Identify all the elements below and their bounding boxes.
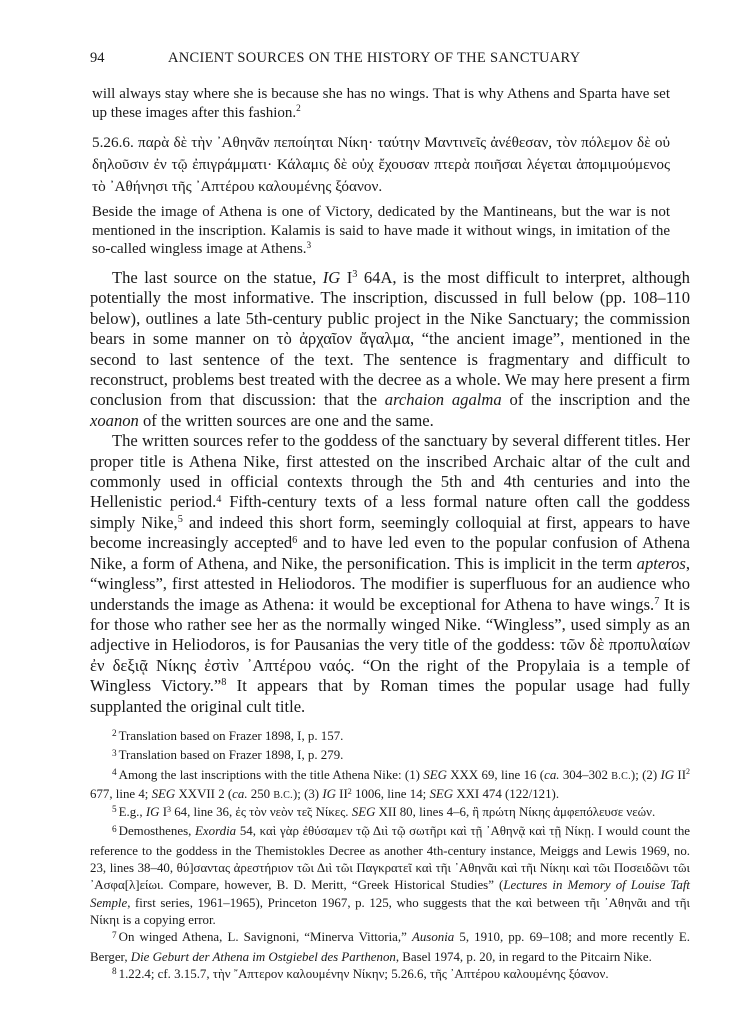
footnote [90, 767, 690, 805]
footnote-ref-5: 5 [177, 514, 183, 526]
footnote-ref-2: 2 [296, 104, 301, 115]
footnote-text: Translation based on Frazer 1898, I, p. 279. [118, 748, 344, 763]
text-run: It is for those who rather see her as the normally winged Nike. “Wingless”, used simply as an adjective in Heliodoros, is for Pausanias the very title of the goddess: τῶν δὲ προπυλαίων ἐν δεξιᾷ Νίκης ἐστὶν ᾿Απτέρου ναός. “On the right of the Propylaia is a temple of Wingless Victory.” [90, 594, 690, 696]
footnote-number: 7 [112, 930, 117, 941]
text-run: 304–302 [559, 767, 612, 782]
text-run: XII 80, lines 4–6, ἣ πρώτη Νίκης ἀμφεπόλευσε νεών. [375, 805, 656, 820]
footnotes [90, 728, 690, 985]
text-run: 250 [247, 786, 274, 801]
footnote [90, 804, 690, 823]
text-italic: Exordia [195, 824, 237, 839]
text-run: and to have led even to the popular confusion of Athena Nike, a form of Athena, and Nike, the personification. This is implicit in the term [90, 533, 690, 573]
text-run: 677, line 4; [90, 786, 152, 801]
text-italic: archaion agalma [384, 390, 502, 410]
text-run: II [674, 767, 687, 782]
text-run: of the inscription and the [501, 390, 690, 410]
footnote [90, 747, 690, 766]
footnote [90, 966, 690, 985]
greek-passage: 5.26.6. παρὰ δὲ τὴν ᾿Αθηνᾶν πεποίηται Νίκη· ταύτην Μαντινεῖς ἀνέθεσαν, τὸν πόλεμον δὲ οὐ δηλοῦσιν ἐν τῷ ἐπιγράμματι· Κάλαμις δὲ οὐχ ἔχουσαν πτερὰ ποιῆσαι λέγεται ἀπομιμούμενος τὸ ᾿Αθήνησι τῆς ᾿Απτέρου καλουμένης ξόανον. [92, 134, 670, 195]
text-run: 64A, is the most difficult to interpret, although potentially the most informative. The inscription, discussed in full below (pp. 108–110 below), outlines a late 5th-century public project in the Nike Sanctuary; the commission bears in some manner on τὸ ἀρχαῖον ἄγαλμα, “the ancient image”, mentioned in the second to last sentence of the text. The sentence is fragmentary and difficult to reconstruct, problems best treated with the decree as a whole. We may here present a firm conclusion from that discussion: that the [90, 268, 690, 410]
quote-text: will always stay where she is because she has no wings. That is why Athens and Sparta have set up these images after this fashion. [92, 86, 670, 121]
text-run: Among the last inscriptions with the title Athena Nike: (1) [118, 767, 424, 782]
quoted-translation-top [92, 85, 670, 122]
translation-text: Beside the image of Athena is one of Victory, dedicated by the Mantineans, but the war is not mentioned in the inscription. Kalamis is said to have made it without wings, in imitation of the so-called wingless image at Athens. [92, 204, 670, 258]
footnote-number: 3 [112, 748, 117, 759]
footnote-number: 5 [112, 805, 117, 816]
text-run: 64, line 36, ἐς τὸν νεὸν τε̃ς Νίκες. [170, 805, 352, 820]
text-run: On winged Athena, L. Savignoni, “Minerva Vittoria,” [118, 930, 412, 945]
text-run: I [340, 268, 353, 287]
text-italic: Lectures in Memory of Louise Taft Semple [90, 878, 690, 910]
superscript: 3 [166, 804, 171, 814]
text-italic: SEG [151, 786, 176, 801]
text-run: ); (2) [630, 767, 661, 782]
superscript: 2 [686, 767, 691, 777]
text-run: I [159, 805, 167, 820]
text-run: , “wingless”, first attested in Heliodoros. The modifier is superfluous for an audience who understands the image as Athena: it would be exceptional for Athena to have wings. [90, 553, 690, 614]
footnote-ref-7: 7 [654, 595, 660, 607]
text-run: 1006, line 14; [351, 786, 430, 801]
superscript: 3 [352, 269, 358, 281]
text-italic: ca. [232, 786, 248, 801]
paragraph [90, 268, 690, 431]
text-italic: SEG [429, 786, 454, 801]
footnote-ref-4: 4 [216, 493, 222, 505]
text-run: XXI 474 (122/121). [453, 786, 560, 801]
footnote-text: 1.22.4; cf. 3.15.7, τὴν ῎Απτερον καλουμένην Νίκην; 5.26.6, τῆς ᾿Απτέρου καλουμένης ξόανον. [118, 966, 609, 981]
passage-translation [92, 203, 670, 259]
text-italic: Ausonia [411, 930, 455, 945]
text-run: II [335, 786, 348, 801]
paragraph [90, 431, 690, 717]
text-italic: IG [322, 786, 336, 801]
running-title: ANCIENT SOURCES ON THE HISTORY OF THE SANCTUARY [168, 50, 581, 66]
footnote-ref-3: 3 [306, 241, 312, 252]
footnote [90, 728, 690, 747]
text-run: XXVII 2 ( [175, 786, 233, 801]
text-run: Demosthenes, [118, 824, 196, 839]
text-run: E.g., [118, 805, 146, 820]
text-smallcaps: B.C. [611, 770, 631, 782]
footnote-ref-8: 8 [221, 677, 227, 689]
text-run: 5, 1910, pp. 69–108; and more recently E. Berger, [90, 930, 690, 964]
superscript: 2 [347, 786, 352, 796]
footnote-ref-6: 6 [292, 534, 298, 546]
footnote [90, 929, 690, 966]
text-run: and indeed this short form, seemingly colloquial at first, appears to have become increasingly accepted [90, 512, 690, 553]
text-run: XXX 69, line 16 ( [446, 767, 545, 782]
text-italic: Die Geburt der Athena im Ostgiebel des Parthenon [130, 949, 396, 964]
text-italic: apteros [636, 553, 686, 573]
text-run: Fifth-century texts of a less formal nature often call the goddess simply Nike, [90, 492, 690, 532]
footnote [90, 823, 690, 929]
text-run: The written sources refer to the goddess of the sanctuary by several different titles. Her proper title is Athena Nike, first attested on the inscribed Archaic altar of the cult and commonly used in official contexts through the 5th and 4th centuries and into the Hellenistic period. [90, 431, 690, 512]
footnote-number: 2 [112, 729, 117, 740]
running-header [90, 50, 691, 70]
text-smallcaps: B.C. [273, 789, 293, 801]
text-italic: IG [322, 268, 341, 287]
text-italic: SEG [351, 805, 376, 820]
text-italic: SEG [423, 767, 447, 782]
page-number: 94 [90, 50, 105, 66]
footnote-number: 4 [112, 767, 117, 778]
text-run: , first series, 1961–1965), Princeton 1967, p. 125, who suggests that the καὶ between τῆι ᾿Αθηνᾶι and τῆι Νίκηι is a copying error. [90, 895, 690, 927]
text-italic: IG [660, 767, 675, 782]
text-run: , Basel 1974, p. 20, in regard to the Pitcairn Nike. [395, 949, 652, 964]
footnote-number: 8 [112, 967, 117, 978]
main-text [90, 268, 690, 717]
text-run: of the written sources are one and the same. [138, 410, 434, 430]
text-italic: xoanon [90, 410, 139, 430]
text-italic: ca. [544, 767, 560, 782]
text-run: It appears that by Roman times the popular usage had fully supplanted the original cult title. [90, 676, 690, 716]
text-run: The last source on the statue, [112, 268, 323, 287]
footnote-number: 6 [112, 824, 117, 835]
text-run: 54, καὶ γὰρ ἐθύσαμεν τῷ Διὶ τῷ σωτῆρι καὶ τῇ ᾿Αθηνᾷ καὶ τῇ Νίκῃ. I would count the reference to the goddess in the Themistokles Decree as another 4th-century instance, Meiggs and Lewis 1969, no. 23, lines 38–40, θύ]σαντας ἀρεστήριον τῶι Διὶ τῶι Παγκρατεῖ καὶ τῆι ᾿Αθηνᾶι καὶ τῆι Νίκηι καὶ τῶι Ποσειδῶνι τῶι ᾿Ασφα[λ]είωι. Compare, however, B. D. Meritt, “Greek Historical Studies” ( [90, 824, 690, 893]
footnote-text: Translation based on Frazer 1898, I, p. 157. [118, 729, 344, 743]
text-italic: IG [145, 805, 160, 820]
text-run: ); (3) [292, 786, 323, 801]
